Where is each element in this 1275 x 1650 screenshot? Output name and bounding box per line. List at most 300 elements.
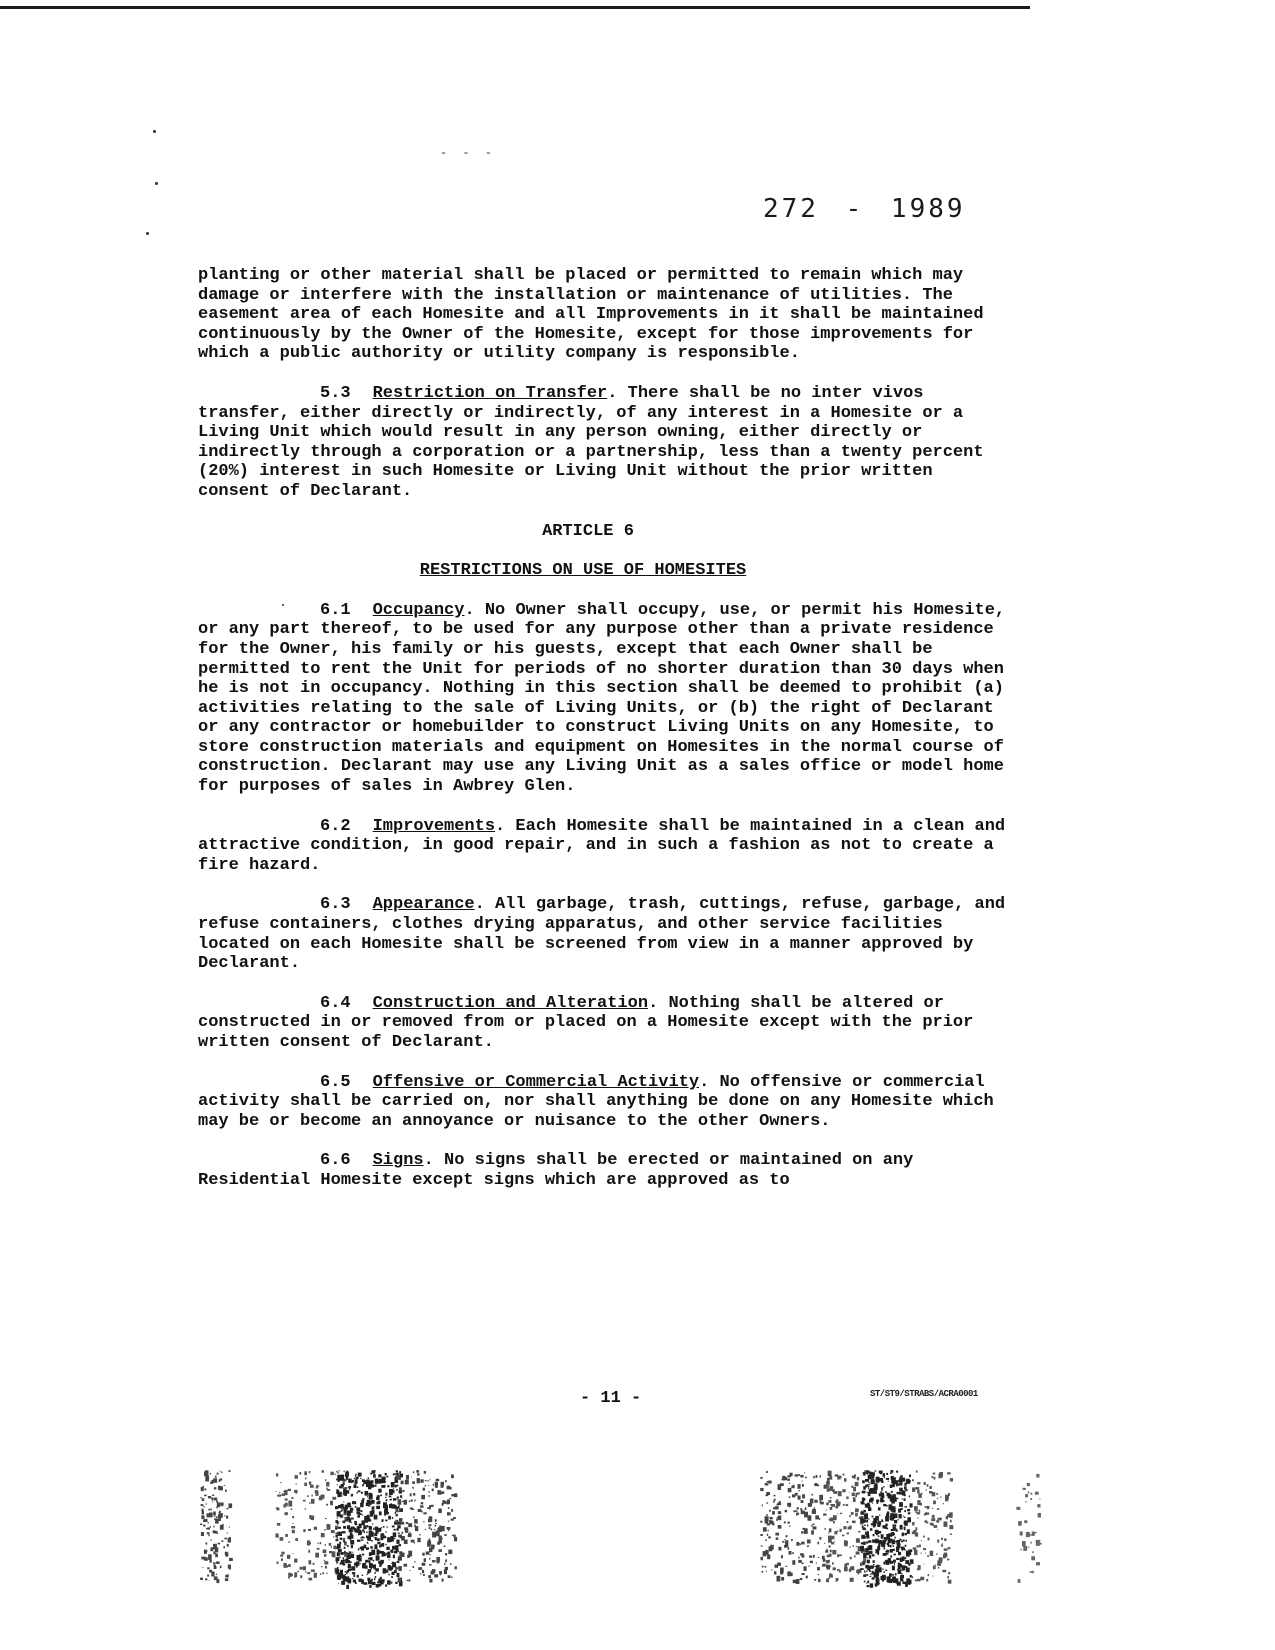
noise-speck <box>342 1531 346 1533</box>
noise-speck <box>872 1516 874 1518</box>
noise-speck <box>766 1551 769 1555</box>
noise-speck <box>861 1551 863 1553</box>
noise-speck <box>374 1533 377 1536</box>
noise-speck <box>378 1501 381 1505</box>
noise-speck <box>915 1527 917 1530</box>
noise-speck <box>286 1536 287 1537</box>
noise-speck <box>763 1527 767 1531</box>
noise-speck <box>363 1537 364 1539</box>
noise-speck <box>863 1563 865 1566</box>
noise-speck <box>902 1565 906 1570</box>
noise-speck <box>852 1521 856 1524</box>
noise-speck <box>801 1542 804 1545</box>
noise-speck <box>947 1472 950 1474</box>
noise-speck <box>393 1488 394 1489</box>
noise-speck <box>941 1544 943 1546</box>
noise-speck <box>393 1555 395 1559</box>
noise-speck <box>360 1563 361 1564</box>
noise-speck <box>366 1503 368 1506</box>
noise-speck <box>344 1508 347 1512</box>
noise-speck <box>389 1559 390 1560</box>
noise-speck <box>441 1482 445 1486</box>
noise-speck <box>811 1525 813 1526</box>
noise-speck <box>391 1482 395 1487</box>
noise-speck <box>780 1568 784 1573</box>
noise-speck <box>868 1482 869 1483</box>
noise-speck <box>1025 1494 1028 1497</box>
noise-speck <box>893 1477 896 1479</box>
noise-speck <box>337 1532 339 1534</box>
noise-speck <box>866 1574 868 1576</box>
noise-speck <box>824 1528 826 1530</box>
noise-speck <box>909 1495 910 1497</box>
noise-speck <box>921 1540 922 1541</box>
noise-speck <box>423 1488 425 1491</box>
noise-speck <box>358 1534 359 1535</box>
noise-speck <box>785 1510 788 1512</box>
noise-speck <box>309 1502 310 1504</box>
noise-speck <box>224 1538 227 1540</box>
noise-speck <box>376 1506 380 1509</box>
noise-speck <box>353 1575 355 1578</box>
noise-speck <box>445 1560 447 1562</box>
noise-speck <box>388 1574 389 1576</box>
noise-speck <box>396 1489 398 1491</box>
noise-speck <box>903 1516 904 1517</box>
noise-speck <box>867 1504 870 1507</box>
noise-speck <box>876 1534 878 1536</box>
noise-speck <box>375 1479 379 1484</box>
section-number: 6.3 <box>320 895 351 915</box>
noise-speck <box>849 1515 851 1517</box>
noise-speck <box>229 1503 233 1508</box>
noise-speck <box>905 1506 907 1508</box>
noise-speck <box>819 1495 823 1501</box>
noise-speck <box>813 1476 815 1478</box>
noise-speck <box>760 1477 763 1479</box>
noise-speck <box>761 1545 763 1546</box>
noise-speck <box>883 1562 885 1565</box>
noise-speck <box>295 1538 298 1541</box>
noise-speck <box>837 1513 838 1514</box>
noise-speck <box>760 1534 762 1536</box>
noise-speck <box>341 1560 345 1565</box>
noise-speck <box>357 1512 361 1515</box>
noise-speck <box>829 1546 831 1548</box>
noise-speck <box>362 1563 364 1566</box>
noise-speck <box>818 1574 819 1575</box>
noise-speck <box>820 1475 822 1477</box>
noise-speck <box>392 1526 395 1528</box>
noise-speck <box>280 1555 283 1557</box>
noise-speck <box>861 1519 865 1522</box>
noise-speck <box>340 1552 343 1555</box>
noise-speck <box>765 1566 767 1568</box>
noise-speck <box>844 1478 847 1482</box>
noise-speck <box>399 1477 401 1480</box>
noise-speck <box>1028 1547 1029 1548</box>
noise-speck <box>890 1470 893 1473</box>
noise-speck <box>213 1512 216 1516</box>
noise-speck <box>421 1511 422 1513</box>
noise-speck <box>881 1534 884 1538</box>
noise-speck <box>333 1546 336 1550</box>
noise-speck <box>1037 1504 1040 1507</box>
noise-speck <box>830 1550 832 1553</box>
noise-speck <box>1023 1488 1026 1490</box>
noise-speck <box>766 1571 767 1572</box>
noise-speck <box>827 1478 830 1481</box>
noise-speck <box>219 1518 221 1522</box>
noise-speck <box>937 1529 938 1530</box>
noise-speck <box>420 1479 423 1482</box>
section-6-3 <box>198 895 1008 973</box>
noise-speck <box>808 1515 812 1521</box>
noise-speck <box>1036 1562 1040 1565</box>
noise-speck <box>312 1495 313 1497</box>
noise-speck <box>364 1531 366 1533</box>
noise-speck <box>210 1526 211 1528</box>
noise-speck <box>336 1506 338 1508</box>
noise-speck <box>338 1549 342 1553</box>
noise-speck <box>903 1540 905 1542</box>
noise-speck <box>1020 1549 1021 1551</box>
noise-speck <box>861 1501 864 1504</box>
noise-speck <box>391 1549 393 1553</box>
noise-speck <box>288 1501 292 1507</box>
noise-speck <box>216 1574 217 1575</box>
noise-speck <box>219 1481 220 1482</box>
noise-speck <box>401 1497 402 1499</box>
noise-speck <box>314 1527 317 1530</box>
noise-speck <box>827 1555 831 1558</box>
noise-speck <box>883 1553 887 1556</box>
noise-speck <box>397 1574 399 1577</box>
noise-speck <box>208 1534 209 1536</box>
noise-speck <box>1030 1534 1032 1536</box>
noise-speck <box>933 1477 935 1480</box>
noise-speck <box>325 1518 327 1519</box>
noise-speck <box>373 1474 376 1478</box>
noise-speck <box>366 1532 367 1534</box>
noise-speck <box>214 1565 216 1567</box>
noise-speck <box>766 1471 768 1473</box>
noise-speck <box>927 1555 929 1557</box>
noise-speck <box>389 1496 392 1498</box>
noise-speck <box>937 1508 939 1510</box>
noise-speck <box>836 1499 838 1501</box>
noise-speck <box>215 1553 218 1557</box>
noise-speck <box>868 1492 871 1496</box>
noise-speck <box>362 1515 364 1516</box>
noise-speck <box>936 1493 938 1495</box>
noise-speck <box>348 1564 351 1568</box>
noise-speck <box>948 1547 951 1549</box>
noise-speck <box>928 1512 930 1514</box>
noise-speck <box>795 1510 797 1512</box>
noise-speck <box>944 1548 948 1551</box>
noise-speck <box>368 1580 372 1584</box>
noise-speck <box>828 1471 831 1473</box>
noise-speck <box>796 1579 800 1584</box>
noise-speck <box>767 1534 768 1536</box>
noise-speck <box>337 1490 340 1492</box>
noise-speck <box>386 1547 390 1550</box>
noise-speck <box>802 1528 805 1530</box>
noise-speck <box>863 1553 867 1558</box>
noise-speck <box>917 1490 919 1494</box>
noise-speck <box>352 1552 353 1553</box>
noise-speck <box>822 1556 825 1560</box>
noise-speck <box>406 1522 408 1524</box>
noise-speck <box>410 1570 411 1571</box>
noise-speck <box>217 1532 218 1533</box>
noise-speck <box>213 1530 214 1532</box>
section-heading: Occupancy <box>372 600 465 620</box>
noise-speck <box>858 1531 860 1533</box>
noise-speck <box>788 1488 792 1492</box>
noise-speck <box>793 1510 795 1512</box>
noise-speck <box>277 1561 279 1564</box>
noise-speck <box>386 1500 387 1501</box>
noise-speck <box>363 1480 366 1484</box>
noise-speck <box>862 1498 864 1501</box>
noise-speck <box>387 1485 389 1487</box>
noise-speck <box>448 1530 449 1531</box>
noise-speck <box>904 1521 907 1523</box>
noise-speck <box>338 1470 339 1471</box>
noise-speck <box>291 1509 293 1511</box>
section-5-3 <box>198 384 1008 502</box>
noise-speck <box>873 1564 875 1565</box>
noise-speck <box>421 1495 425 1499</box>
noise-speck <box>350 1508 353 1511</box>
noise-speck <box>391 1582 392 1584</box>
noise-speck <box>372 1523 373 1524</box>
noise-speck <box>438 1549 442 1552</box>
section-text: . No signs shall be erected or maintained on any Residential Homesite except signs which are approved as to <box>198 1151 914 1190</box>
noise-speck <box>337 1493 340 1497</box>
noise-speck <box>800 1475 803 1478</box>
noise-speck <box>881 1519 883 1521</box>
section-text: . Each Homesite shall be maintained in a clean and attractive condition, in good repair, and in such a fashion as not to create a fire hazard. <box>198 816 1006 875</box>
noise-speck <box>849 1526 851 1529</box>
noise-speck <box>761 1557 763 1561</box>
noise-speck <box>900 1478 901 1479</box>
noise-speck <box>881 1481 883 1483</box>
noise-speck <box>428 1575 431 1578</box>
noise-speck <box>886 1478 889 1480</box>
noise-speck <box>929 1491 933 1494</box>
noise-speck <box>390 1536 394 1542</box>
noise-speck <box>813 1526 817 1529</box>
noise-speck <box>356 1507 360 1511</box>
noise-speck <box>454 1537 457 1541</box>
noise-speck <box>933 1473 936 1475</box>
noise-speck <box>203 1506 204 1507</box>
noise-speck <box>765 1539 767 1541</box>
noise-speck <box>320 1542 322 1544</box>
noise-speck <box>343 1557 345 1559</box>
noise-speck <box>937 1498 938 1499</box>
noise-speck <box>830 1497 832 1499</box>
noise-speck <box>774 1571 776 1574</box>
noise-speck <box>276 1507 277 1509</box>
noise-speck <box>831 1542 834 1544</box>
noise-speck <box>1032 1532 1035 1536</box>
noise-speck <box>338 1572 342 1578</box>
noise-speck <box>918 1565 921 1570</box>
noise-speck <box>771 1569 772 1570</box>
noise-speck <box>324 1529 325 1531</box>
noise-speck <box>329 1543 332 1546</box>
noise-speck <box>900 1527 902 1529</box>
noise-speck <box>874 1485 878 1490</box>
noise-speck <box>448 1507 449 1509</box>
noise-speck <box>335 1533 337 1534</box>
noise-speck <box>348 1568 351 1571</box>
noise-speck <box>766 1502 768 1503</box>
noise-speck <box>921 1553 922 1554</box>
noise-speck <box>344 1521 345 1523</box>
noise-speck <box>310 1485 314 1488</box>
noise-speck <box>792 1552 794 1554</box>
noise-speck <box>818 1557 820 1558</box>
noise-speck <box>286 1565 288 1567</box>
noise-speck <box>343 1489 347 1495</box>
noise-speck <box>932 1515 935 1518</box>
noise-speck <box>209 1580 210 1581</box>
noise-speck <box>325 1544 326 1546</box>
noise-speck <box>938 1567 940 1569</box>
noise-speck <box>400 1522 404 1525</box>
noise-speck <box>451 1519 454 1521</box>
noise-speck <box>346 1520 348 1521</box>
noise-speck <box>894 1520 897 1523</box>
noise-speck <box>288 1489 291 1491</box>
noise-speck <box>413 1471 414 1473</box>
noise-speck <box>867 1535 869 1538</box>
noise-speck <box>785 1543 788 1547</box>
noise-speck <box>919 1510 921 1512</box>
noise-speck <box>884 1548 886 1550</box>
noise-speck <box>220 1566 222 1568</box>
noise-speck <box>836 1580 838 1582</box>
noise-speck <box>380 1551 384 1554</box>
noise-speck <box>376 1556 379 1560</box>
noise-speck <box>447 1503 450 1505</box>
noise-speck <box>377 1542 381 1544</box>
noise-speck <box>942 1543 943 1544</box>
noise-speck <box>882 1543 885 1547</box>
noise-speck <box>337 1484 338 1485</box>
noise-speck <box>864 1519 866 1522</box>
noise-speck <box>930 1486 932 1489</box>
noise-speck <box>342 1582 345 1585</box>
noise-speck <box>435 1523 437 1524</box>
noise-speck <box>343 1553 345 1554</box>
noise-speck <box>791 1539 793 1541</box>
noise-speck <box>760 1488 763 1491</box>
noise-speck <box>365 1560 367 1563</box>
noise-speck <box>420 1534 421 1536</box>
noise-speck <box>430 1479 431 1480</box>
noise-speck <box>316 1486 319 1488</box>
noise-speck <box>225 1578 228 1581</box>
noise-speck <box>881 1495 885 1498</box>
noise-speck <box>340 1538 343 1540</box>
noise-speck <box>760 1521 762 1523</box>
noise-speck <box>408 1523 412 1527</box>
noise-speck <box>425 1529 426 1530</box>
noise-speck <box>950 1478 953 1481</box>
noise-speck <box>882 1525 886 1528</box>
noise-speck <box>810 1561 813 1563</box>
noise-speck <box>788 1547 790 1550</box>
noise-speck <box>882 1579 884 1582</box>
noise-speck <box>914 1506 918 1511</box>
noise-speck <box>950 1520 952 1523</box>
noise-speck <box>412 1487 414 1488</box>
noise-speck <box>332 1497 336 1500</box>
noise-speck <box>378 1489 382 1493</box>
noise-speck <box>853 1545 854 1547</box>
noise-speck <box>403 1490 405 1492</box>
noise-speck <box>890 1545 892 1547</box>
noise-speck <box>816 1475 818 1478</box>
noise-speck <box>927 1484 929 1487</box>
noise-speck <box>802 1481 803 1482</box>
noise-speck <box>898 1563 901 1567</box>
noise-speck <box>207 1574 209 1576</box>
noise-speck <box>857 1477 859 1480</box>
scan-speck <box>153 130 156 133</box>
noise-speck <box>844 1564 847 1568</box>
noise-speck <box>401 1536 405 1541</box>
noise-speck <box>411 1477 412 1478</box>
noise-speck <box>876 1582 880 1585</box>
noise-speck <box>385 1544 386 1545</box>
noise-speck <box>347 1525 350 1529</box>
noise-speck <box>896 1547 899 1551</box>
noise-speck <box>774 1495 776 1497</box>
noise-speck <box>806 1576 808 1579</box>
noise-speck <box>880 1498 883 1503</box>
noise-speck <box>828 1536 832 1540</box>
noise-speck <box>383 1526 385 1528</box>
noise-speck <box>944 1521 948 1527</box>
noise-speck <box>321 1533 325 1537</box>
noise-speck <box>380 1577 382 1579</box>
noise-speck <box>407 1580 409 1581</box>
noise-speck <box>787 1503 791 1507</box>
noise-speck <box>843 1535 845 1536</box>
noise-speck <box>824 1559 826 1561</box>
noise-speck <box>451 1494 455 1496</box>
noise-speck <box>904 1527 906 1530</box>
noise-speck <box>276 1491 277 1492</box>
noise-speck <box>393 1529 395 1531</box>
noise-speck <box>370 1546 373 1548</box>
noise-speck <box>854 1476 856 1479</box>
noise-speck <box>217 1503 220 1508</box>
noise-speck <box>209 1560 211 1563</box>
noise-speck <box>440 1573 442 1575</box>
noise-speck <box>418 1473 420 1475</box>
scan-speck <box>146 232 149 235</box>
noise-speck <box>770 1520 772 1522</box>
noise-speck <box>818 1484 820 1486</box>
